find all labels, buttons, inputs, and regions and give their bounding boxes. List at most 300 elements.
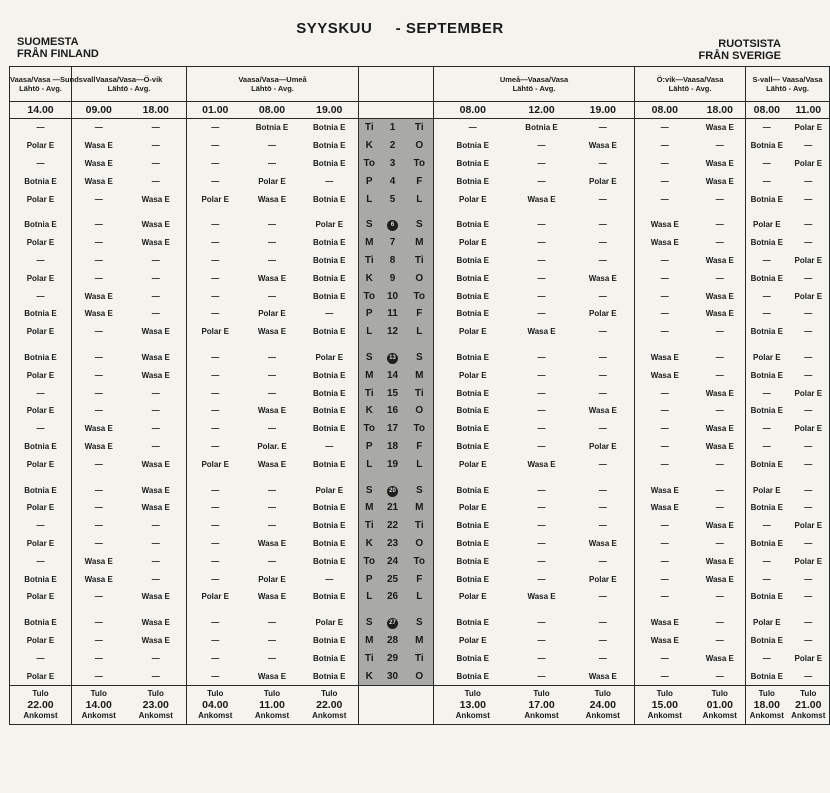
gap-cell bbox=[695, 473, 746, 481]
schedule-cell: Wasa E bbox=[257, 459, 287, 469]
schedule-cell: — bbox=[268, 220, 276, 230]
schedule-cell: — bbox=[211, 521, 220, 531]
schedule-cell: Botnia E bbox=[10, 349, 72, 367]
schedule-cell: — bbox=[695, 234, 746, 252]
schedule-cell: — bbox=[537, 220, 546, 230]
schedule-cell: Botnia E bbox=[456, 406, 489, 416]
weekday-sv: O bbox=[406, 137, 434, 155]
schedule-cell: Botnia E bbox=[10, 481, 72, 499]
route-header bbox=[72, 67, 187, 102]
weekday-sv: S bbox=[406, 349, 434, 367]
day-number: 17 bbox=[380, 420, 406, 438]
schedule-cell: Botnia E bbox=[301, 499, 359, 517]
schedule-cell: Wasa E bbox=[695, 552, 746, 570]
day-gap bbox=[406, 208, 434, 216]
schedule-cell: — bbox=[695, 269, 746, 287]
schedule-cell: — bbox=[268, 635, 276, 645]
arrival-cell bbox=[434, 685, 512, 724]
schedule-cell: — bbox=[660, 309, 669, 319]
day-number: 21 bbox=[380, 499, 406, 517]
arrival-time: 17.00 bbox=[528, 698, 555, 711]
schedule-cell: — bbox=[660, 273, 669, 283]
route-header bbox=[187, 67, 359, 102]
schedule-cell: — bbox=[94, 370, 103, 380]
schedule-cell: — bbox=[762, 158, 771, 168]
schedule-cell: — bbox=[211, 123, 220, 133]
schedule-cell: Botnia E bbox=[301, 402, 359, 420]
schedule-cell: — bbox=[695, 667, 746, 685]
day-gap bbox=[380, 208, 406, 216]
schedule-cell: — bbox=[788, 499, 830, 517]
schedule-cell: Botnia E bbox=[750, 327, 784, 337]
schedule-cell: Botnia E bbox=[456, 273, 489, 283]
schedule-cell: — bbox=[211, 255, 220, 265]
schedule-cell: — bbox=[268, 521, 276, 531]
schedule-cell: Botnia E bbox=[301, 190, 359, 208]
schedule-cell: — bbox=[94, 273, 103, 283]
schedule-cell: Wasa E bbox=[84, 424, 113, 434]
day-number bbox=[380, 614, 406, 632]
route-label: Ö:vik—Vaasa/Vasa bbox=[656, 75, 724, 84]
schedule-cell: — bbox=[126, 252, 187, 270]
schedule-cell: — bbox=[94, 618, 103, 628]
schedule-cell: — bbox=[126, 552, 187, 570]
schedule-cell: — bbox=[211, 158, 220, 168]
weekday-sv: Ti bbox=[406, 384, 434, 402]
schedule-cell: Wasa E bbox=[695, 287, 746, 305]
schedule-cell: — bbox=[572, 323, 635, 341]
schedule-cell: Botnia E bbox=[456, 220, 489, 230]
schedule-cell: — bbox=[572, 287, 635, 305]
schedule-cell: — bbox=[211, 424, 220, 434]
schedule-cell: Polar E bbox=[258, 574, 286, 584]
day-number: 30 bbox=[380, 667, 406, 685]
schedule-cell: Botnia E bbox=[456, 141, 489, 151]
schedule-cell: — bbox=[268, 158, 276, 168]
schedule-cell: Wasa E bbox=[695, 384, 746, 402]
day-number: 29 bbox=[380, 649, 406, 667]
schedule-cell: — bbox=[268, 141, 276, 151]
schedule-cell: Wasa E bbox=[257, 273, 287, 283]
schedule-cell: — bbox=[10, 420, 72, 438]
schedule-cell: Polar E bbox=[458, 238, 487, 248]
day-number: 25 bbox=[380, 570, 406, 588]
day-gap bbox=[406, 606, 434, 614]
schedule-cell: — bbox=[268, 653, 276, 663]
schedule-cell: — bbox=[762, 441, 771, 451]
schedule-cell: Botnia E bbox=[456, 291, 489, 301]
schedule-cell: — bbox=[660, 141, 669, 151]
schedule-cell: — bbox=[10, 119, 72, 137]
gap-cell bbox=[788, 208, 830, 216]
schedule-cell: — bbox=[537, 388, 546, 398]
table-row bbox=[10, 552, 830, 570]
schedule-cell: Botnia E bbox=[456, 388, 489, 398]
schedule-cell: Wasa E bbox=[650, 220, 679, 230]
table-row bbox=[10, 588, 830, 606]
table-row bbox=[10, 349, 830, 367]
schedule-cell: — bbox=[211, 671, 220, 681]
schedule-cell: — bbox=[268, 388, 276, 398]
schedule-cell: Botnia E bbox=[301, 234, 359, 252]
weekday-sv: S bbox=[406, 614, 434, 632]
gap-cell bbox=[788, 606, 830, 614]
schedule-cell: Wasa E bbox=[84, 309, 113, 319]
weekday-fi: L bbox=[359, 588, 380, 606]
gap-cell bbox=[187, 208, 244, 216]
gap-cell bbox=[187, 473, 244, 481]
gap-cell bbox=[244, 473, 301, 481]
schedule-cell: — bbox=[762, 176, 771, 186]
table-row bbox=[10, 155, 830, 173]
schedule-cell: — bbox=[572, 614, 635, 632]
schedule-cell: — bbox=[537, 309, 546, 319]
day-number: 28 bbox=[380, 632, 406, 650]
gap-cell bbox=[126, 341, 187, 349]
route-sub: Lähtö - Avg. bbox=[107, 84, 151, 93]
schedule-cell: Wasa E bbox=[126, 481, 187, 499]
gap-cell bbox=[434, 341, 512, 349]
schedule-cell: Wasa E bbox=[84, 556, 113, 566]
route-label: Vaasa/Vasa—Umeå bbox=[238, 75, 307, 84]
arrival-label: Tulo bbox=[711, 688, 728, 698]
day-gap bbox=[359, 606, 380, 614]
schedule-cell: Botnia E bbox=[255, 123, 289, 133]
schedule-cell: — bbox=[572, 366, 635, 384]
schedule-cell: — bbox=[537, 158, 546, 168]
day-number: 9 bbox=[380, 269, 406, 287]
schedule-cell: Polar E bbox=[10, 632, 72, 650]
arrival-label: Tulo bbox=[32, 688, 49, 698]
schedule-cell: — bbox=[695, 216, 746, 234]
schedule-cell: — bbox=[572, 420, 635, 438]
schedule-cell: Botnia E bbox=[750, 141, 784, 151]
schedule-cell: — bbox=[788, 269, 830, 287]
schedule-cell: — bbox=[537, 618, 546, 628]
schedule-cell: Botnia E bbox=[301, 323, 359, 341]
arrival-label: Tulo bbox=[464, 688, 481, 698]
schedule-cell: Polar E bbox=[788, 552, 830, 570]
schedule-cell: Polar E bbox=[458, 592, 487, 602]
schedule-cell: Wasa E bbox=[84, 574, 113, 584]
schedule-cell: Wasa E bbox=[126, 216, 187, 234]
sunday-marker: 6 bbox=[387, 220, 398, 231]
schedule-cell: — bbox=[788, 667, 830, 685]
spacer-row bbox=[10, 473, 830, 481]
arrival-label: Tulo bbox=[263, 688, 281, 698]
route-header bbox=[434, 67, 635, 102]
departure-time: 01.00 bbox=[187, 102, 244, 119]
schedule-cell: Botnia E bbox=[750, 238, 784, 248]
schedule-cell: Wasa E bbox=[650, 370, 679, 380]
spacer-row bbox=[10, 208, 830, 216]
weekday-sv: O bbox=[406, 402, 434, 420]
schedule-cell: Polar E bbox=[10, 499, 72, 517]
left-heading-line1: SUOMESTA bbox=[17, 36, 79, 48]
schedule-cell: — bbox=[572, 588, 635, 606]
schedule-cell: — bbox=[537, 574, 546, 584]
schedule-cell: — bbox=[537, 273, 546, 283]
schedule-cell: — bbox=[268, 291, 276, 301]
schedule-cell: Wasa E bbox=[572, 535, 635, 553]
schedule-cell: Wasa E bbox=[126, 499, 187, 517]
schedule-cell: Wasa E bbox=[527, 327, 556, 337]
weekday-sv: S bbox=[406, 216, 434, 234]
weekday-fi: P bbox=[359, 438, 380, 456]
schedule-cell: Wasa E bbox=[527, 459, 556, 469]
schedule-cell: — bbox=[211, 388, 220, 398]
schedule-cell: Botnia E bbox=[301, 420, 359, 438]
schedule-cell: — bbox=[695, 323, 746, 341]
schedule-cell: — bbox=[788, 305, 830, 323]
gap-cell bbox=[187, 341, 244, 349]
day-number: 7 bbox=[380, 234, 406, 252]
schedule-cell: — bbox=[10, 155, 72, 173]
gap-cell bbox=[512, 473, 572, 481]
title-fi: SYYSKUU bbox=[296, 20, 373, 37]
gap-cell bbox=[572, 473, 635, 481]
arrival-cell bbox=[512, 685, 572, 724]
schedule-cell: — bbox=[126, 137, 187, 155]
schedule-cell: — bbox=[660, 459, 669, 469]
schedule-cell: — bbox=[788, 614, 830, 632]
schedule-cell: — bbox=[211, 141, 220, 151]
arrival-time: 24.00 bbox=[589, 698, 616, 711]
schedule-cell: — bbox=[660, 194, 669, 204]
schedule-cell: — bbox=[10, 552, 72, 570]
gap-cell bbox=[244, 341, 301, 349]
weekday-fi: K bbox=[359, 269, 380, 287]
left-heading bbox=[17, 36, 99, 60]
weekday-sv: Ti bbox=[406, 649, 434, 667]
schedule-cell: — bbox=[537, 370, 546, 380]
schedule-cell: — bbox=[762, 388, 771, 398]
schedule-cell: Polar E bbox=[788, 119, 830, 137]
schedule-cell: Polar E bbox=[788, 517, 830, 535]
ankomst-label: Ankomst bbox=[138, 710, 173, 720]
schedule-cell: Polar E bbox=[301, 481, 359, 499]
left-heading-line2: FRÅN FINLAND bbox=[17, 48, 99, 60]
gap-cell bbox=[635, 341, 695, 349]
schedule-cell: — bbox=[94, 220, 103, 230]
weekday-fi: K bbox=[359, 667, 380, 685]
gap-cell bbox=[572, 606, 635, 614]
arrival-cell bbox=[301, 685, 359, 724]
schedule-cell: — bbox=[572, 190, 635, 208]
gap-cell bbox=[434, 606, 512, 614]
sunday-marker: 13 bbox=[387, 353, 398, 364]
schedule-cell: Botnia E bbox=[301, 137, 359, 155]
arrival-time: 22.00 bbox=[316, 698, 343, 711]
day-number: 4 bbox=[380, 172, 406, 190]
day-number bbox=[380, 481, 406, 499]
title-en: SEPTEMBER bbox=[405, 20, 504, 37]
weekday-sv: L bbox=[406, 455, 434, 473]
schedule-cell: — bbox=[537, 424, 546, 434]
weekday-fi: L bbox=[359, 455, 380, 473]
gap-cell bbox=[512, 606, 572, 614]
gap-cell bbox=[572, 341, 635, 349]
gap-cell bbox=[10, 606, 72, 614]
schedule-cell: Wasa E bbox=[126, 632, 187, 650]
gap-cell bbox=[434, 208, 512, 216]
schedule-cell: Polar E bbox=[788, 649, 830, 667]
gap-cell bbox=[126, 606, 187, 614]
gap-cell bbox=[746, 473, 788, 481]
schedule-cell: Polar E bbox=[788, 252, 830, 270]
route-label: S-vall— Vaasa/Vasa bbox=[752, 75, 823, 84]
schedule-cell: — bbox=[268, 424, 276, 434]
day-number: 5 bbox=[380, 190, 406, 208]
schedule-cell: Botnia E bbox=[456, 441, 489, 451]
arrival-label: Tulo bbox=[656, 688, 673, 698]
schedule-cell: Botnia E bbox=[456, 352, 489, 362]
arrival-cell bbox=[126, 685, 187, 724]
schedule-cell: Wasa E bbox=[572, 402, 635, 420]
gap-cell bbox=[244, 606, 301, 614]
weekday-fi: K bbox=[359, 137, 380, 155]
schedule-cell: — bbox=[788, 570, 830, 588]
schedule-cell: — bbox=[695, 481, 746, 499]
right-heading bbox=[698, 38, 781, 62]
arrival-label: Tulo bbox=[594, 688, 611, 698]
gap-cell bbox=[434, 473, 512, 481]
table-row bbox=[10, 455, 830, 473]
schedule-cell: Botnia E bbox=[301, 517, 359, 535]
weekday-sv: S bbox=[406, 481, 434, 499]
departure-time: 11.00 bbox=[788, 102, 830, 119]
weekday-fi: S bbox=[359, 349, 380, 367]
departure-time: 08.00 bbox=[244, 102, 301, 119]
weekday-fi: To bbox=[359, 287, 380, 305]
schedule-cell: Botnia E bbox=[750, 194, 784, 204]
departure-time: 18.00 bbox=[126, 102, 187, 119]
schedule-cell: — bbox=[762, 255, 771, 265]
table-row bbox=[10, 402, 830, 420]
schedule-cell: — bbox=[94, 352, 103, 362]
schedule-cell: — bbox=[211, 538, 220, 548]
schedule-cell: Wasa E bbox=[695, 155, 746, 173]
schedule-cell: Botnia E bbox=[10, 614, 72, 632]
schedule-cell: — bbox=[537, 255, 546, 265]
arrival-time: 21.00 bbox=[795, 698, 822, 711]
weekday-sv: L bbox=[406, 588, 434, 606]
schedule-cell: Wasa E bbox=[126, 234, 187, 252]
schedule-cell: Botnia E bbox=[10, 438, 72, 456]
schedule-cell: Wasa E bbox=[650, 485, 679, 495]
schedule-cell: Botnia E bbox=[750, 592, 784, 602]
schedule-cell: Polar E bbox=[10, 667, 72, 685]
weekday-fi: M bbox=[359, 632, 380, 650]
weekday-sv: M bbox=[406, 632, 434, 650]
schedule-cell: Polar E bbox=[10, 269, 72, 287]
schedule-cell: — bbox=[94, 635, 103, 645]
schedule-cell: — bbox=[660, 158, 669, 168]
table-row bbox=[10, 499, 830, 517]
table-row bbox=[10, 305, 830, 323]
schedule-cell: Polar E bbox=[788, 420, 830, 438]
schedule-cell: Botnia E bbox=[456, 176, 489, 186]
sunday-marker: 20 bbox=[387, 486, 398, 497]
table-row bbox=[10, 632, 830, 650]
schedule-cell: — bbox=[762, 521, 771, 531]
schedule-cell: — bbox=[788, 535, 830, 553]
day-number: 2 bbox=[380, 137, 406, 155]
schedule-cell: — bbox=[211, 238, 220, 248]
schedule-cell: — bbox=[537, 635, 546, 645]
weekday-sv: F bbox=[406, 438, 434, 456]
schedule-cell: Wasa E bbox=[695, 570, 746, 588]
day-gap bbox=[406, 473, 434, 481]
schedule-cell: Botnia E bbox=[301, 384, 359, 402]
schedule-cell: — bbox=[268, 503, 276, 513]
schedule-cell: Botnia E bbox=[301, 252, 359, 270]
schedule-cell: Botnia E bbox=[456, 158, 489, 168]
schedule-cell: Polar E bbox=[753, 220, 781, 230]
timetable bbox=[9, 66, 830, 725]
weekday-fi: To bbox=[359, 155, 380, 173]
day-column-header bbox=[359, 67, 434, 102]
weekday-sv: L bbox=[406, 323, 434, 341]
ankomst-label: Ankomst bbox=[23, 710, 58, 720]
schedule-cell: Wasa E bbox=[126, 588, 187, 606]
schedule-cell: — bbox=[788, 216, 830, 234]
schedule-cell: Polar E bbox=[201, 194, 230, 204]
schedule-cell: — bbox=[211, 352, 220, 362]
schedule-cell: — bbox=[268, 352, 276, 362]
schedule-cell: Botnia E bbox=[10, 570, 72, 588]
weekday-fi: S bbox=[359, 481, 380, 499]
schedule-cell: Wasa E bbox=[650, 503, 679, 513]
schedule-cell: — bbox=[572, 155, 635, 173]
schedule-cell: — bbox=[788, 438, 830, 456]
schedule-cell: Polar E bbox=[10, 366, 72, 384]
table-row bbox=[10, 517, 830, 535]
title-sep: - bbox=[395, 20, 402, 37]
gap-cell bbox=[187, 606, 244, 614]
weekday-fi: To bbox=[359, 552, 380, 570]
table-row bbox=[10, 438, 830, 456]
table-row bbox=[10, 570, 830, 588]
schedule-cell: Botnia E bbox=[750, 406, 784, 416]
schedule-cell: — bbox=[762, 574, 771, 584]
schedule-cell: — bbox=[94, 592, 103, 602]
schedule-cell: — bbox=[572, 216, 635, 234]
schedule-cell: Polar E bbox=[753, 618, 781, 628]
schedule-cell: — bbox=[211, 220, 220, 230]
schedule-cell: — bbox=[788, 402, 830, 420]
schedule-cell: Polar E bbox=[788, 155, 830, 173]
schedule-cell: Botnia E bbox=[750, 635, 784, 645]
schedule-cell: Botnia E bbox=[301, 455, 359, 473]
arrival-label: Tulo bbox=[533, 688, 550, 698]
day-footer-cell bbox=[359, 685, 434, 724]
weekday-sv: M bbox=[406, 499, 434, 517]
departure-time: 08.00 bbox=[434, 102, 512, 119]
schedule-cell: — bbox=[660, 574, 669, 584]
gap-cell bbox=[572, 208, 635, 216]
table-row bbox=[10, 614, 830, 632]
schedule-cell: Wasa E bbox=[695, 119, 746, 137]
schedule-cell: Polar E bbox=[301, 216, 359, 234]
schedule-cell: Polar E bbox=[753, 352, 781, 362]
right-heading-line2: FRÅN SVERIGE bbox=[698, 50, 781, 62]
schedule-cell: — bbox=[788, 323, 830, 341]
arrival-time: 23.00 bbox=[142, 698, 169, 711]
schedule-cell: — bbox=[94, 671, 103, 681]
schedule-cell: — bbox=[211, 503, 220, 513]
gap-cell bbox=[72, 606, 126, 614]
